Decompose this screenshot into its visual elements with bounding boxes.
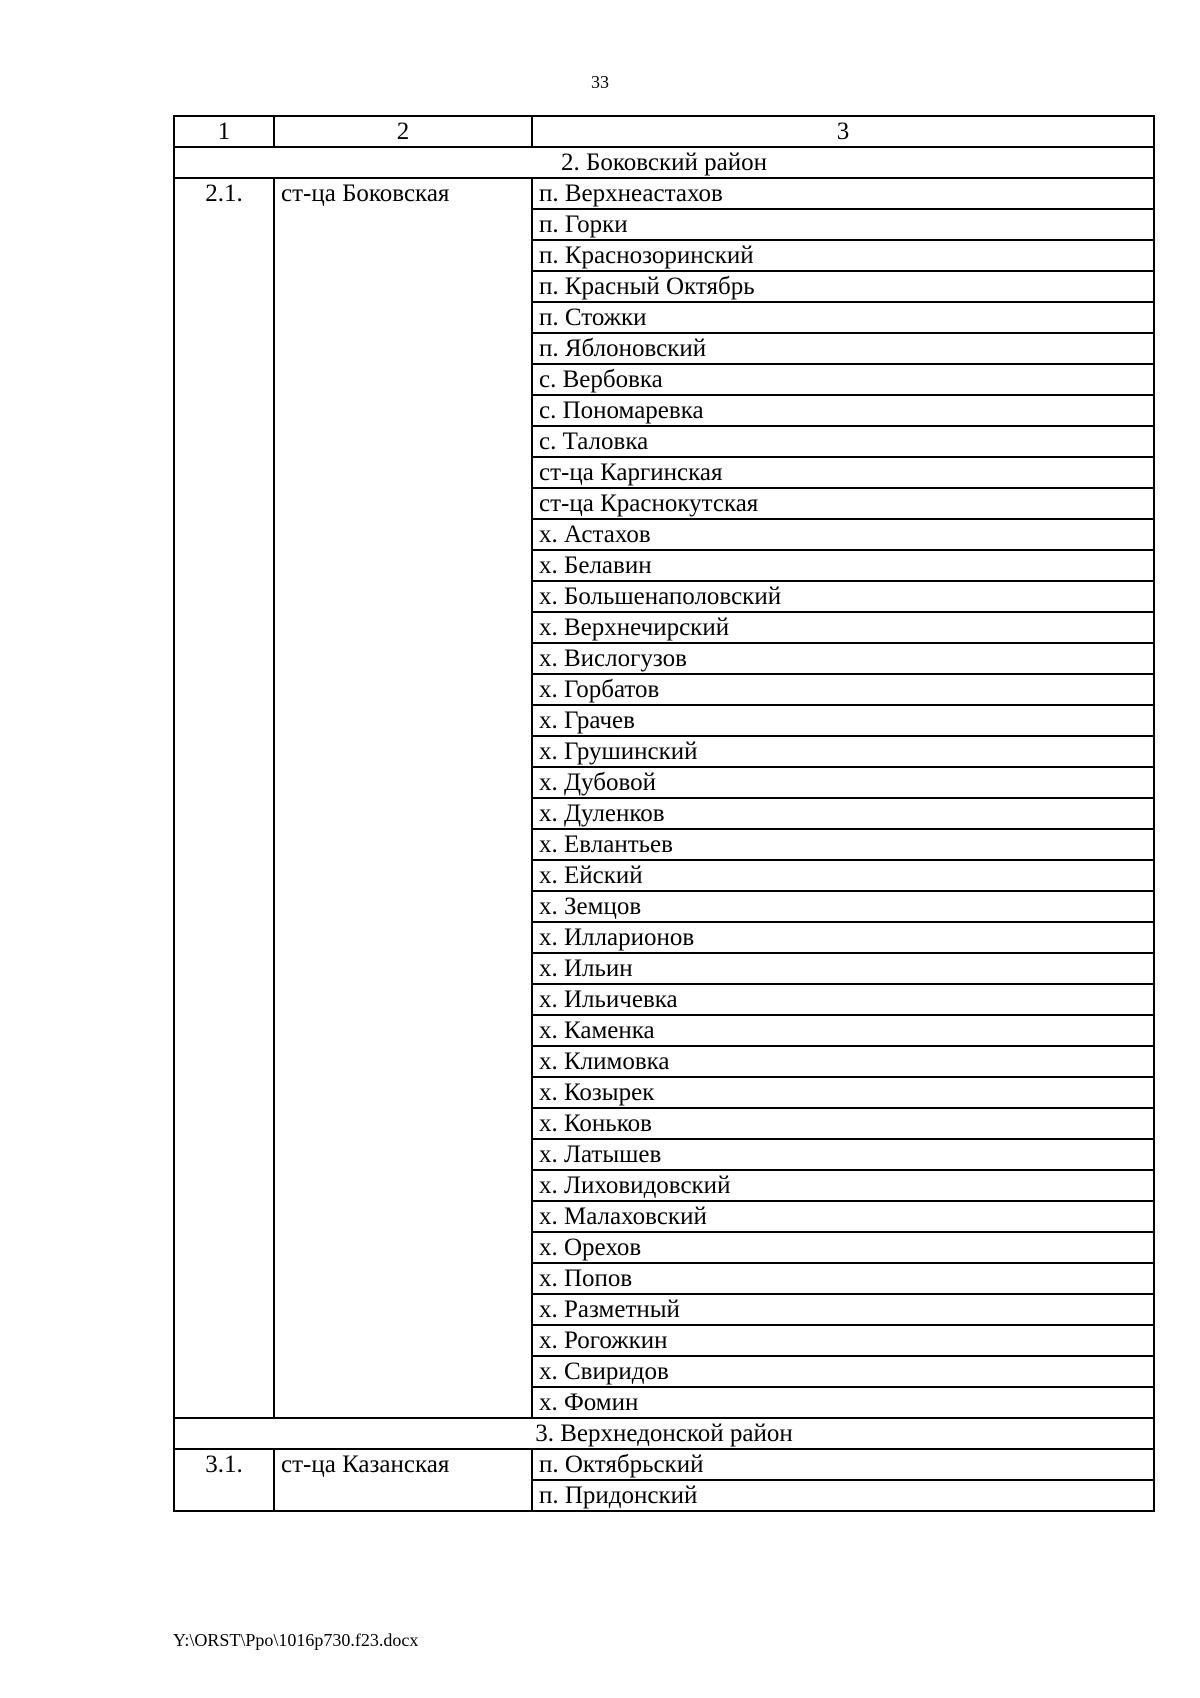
settlement-item: х. Фомин bbox=[532, 1387, 1154, 1418]
page-number: 33 bbox=[591, 72, 609, 92]
district-title: 3. Верхнедонской район bbox=[174, 1418, 1154, 1449]
settlement-item: х. Лиховидовский bbox=[532, 1170, 1154, 1201]
settlement-item: х. Ильин bbox=[532, 953, 1154, 984]
settlement-item: х. Астахов bbox=[532, 519, 1154, 550]
settlement-item: п. Яблоновский bbox=[532, 333, 1154, 364]
settlement-item: х. Белавин bbox=[532, 550, 1154, 581]
settlement-item: х. Дуленков bbox=[532, 798, 1154, 829]
settlement-item: х. Евлантьев bbox=[532, 829, 1154, 860]
settlement-item: п. Октябрьский bbox=[532, 1449, 1154, 1480]
settlement-item: х. Разметный bbox=[532, 1294, 1154, 1325]
settlement-item: х. Климовка bbox=[532, 1046, 1154, 1077]
settlement-item: х. Каменка bbox=[532, 1015, 1154, 1046]
settlement-item: х. Верхнечирский bbox=[532, 612, 1154, 643]
settlement-item: х. Земцов bbox=[532, 891, 1154, 922]
row-number: 3.1. bbox=[174, 1449, 274, 1511]
settlement-item: х. Попов bbox=[532, 1263, 1154, 1294]
settlement-item: х. Горбатов bbox=[532, 674, 1154, 705]
settlement-item: п. Краснозоринский bbox=[532, 240, 1154, 271]
settlement-center: ст-ца Казанская bbox=[274, 1449, 532, 1511]
column-header-1: 1 bbox=[174, 116, 274, 147]
settlement-center: ст-ца Боковская bbox=[274, 178, 532, 1418]
settlement-item: п. Придонский bbox=[532, 1480, 1154, 1511]
row-number: 2.1. bbox=[174, 178, 274, 1418]
settlement-item: х. Ильичевка bbox=[532, 984, 1154, 1015]
settlement-item: х. Илларионов bbox=[532, 922, 1154, 953]
settlement-item: х. Рогожкин bbox=[532, 1325, 1154, 1356]
table-row bbox=[174, 1449, 1154, 1480]
settlement-item: х. Ейский bbox=[532, 860, 1154, 891]
settlement-item: х. Орехов bbox=[532, 1232, 1154, 1263]
settlements-table bbox=[173, 115, 1155, 1512]
table-body bbox=[174, 116, 1154, 1511]
settlement-item: х. Козырек bbox=[532, 1077, 1154, 1108]
district-title: 2. Боковский район bbox=[174, 147, 1154, 178]
district-header-row bbox=[174, 1418, 1154, 1449]
settlement-item: п. Верхнеастахов bbox=[532, 178, 1154, 209]
table-row bbox=[174, 178, 1154, 209]
settlement-item: п. Горки bbox=[532, 209, 1154, 240]
settlement-item: х. Грачев bbox=[532, 705, 1154, 736]
file-path-footer: Y:\ORST\Ppo\1016p730.f23.docx bbox=[173, 1630, 419, 1650]
settlement-item: ст-ца Краснокутская bbox=[532, 488, 1154, 519]
settlement-item: х. Вислогузов bbox=[532, 643, 1154, 674]
settlement-item: с. Пономаревка bbox=[532, 395, 1154, 426]
settlement-item: п. Стожки bbox=[532, 302, 1154, 333]
settlement-item: с. Вербовка bbox=[532, 364, 1154, 395]
settlement-item: ст-ца Каргинская bbox=[532, 457, 1154, 488]
settlement-item: х. Большенаполовский bbox=[532, 581, 1154, 612]
settlement-item: х. Дубовой bbox=[532, 767, 1154, 798]
settlement-item: х. Малаховский bbox=[532, 1201, 1154, 1232]
column-header-3: 3 bbox=[532, 116, 1154, 147]
settlement-item: с. Таловка bbox=[532, 426, 1154, 457]
settlement-item: х. Коньков bbox=[532, 1108, 1154, 1139]
column-header-2: 2 bbox=[274, 116, 532, 147]
settlement-item: х. Свиридов bbox=[532, 1356, 1154, 1387]
settlement-item: х. Грушинский bbox=[532, 736, 1154, 767]
district-header-row bbox=[174, 147, 1154, 178]
settlement-item: х. Латышев bbox=[532, 1139, 1154, 1170]
settlement-item: п. Красный Октябрь bbox=[532, 271, 1154, 302]
table-header-row bbox=[174, 116, 1154, 147]
